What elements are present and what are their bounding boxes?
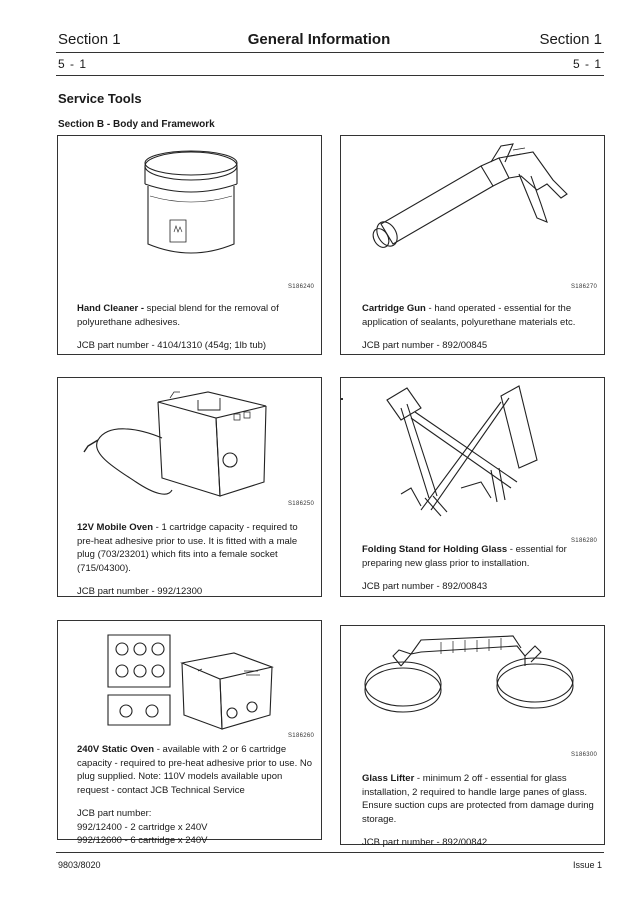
section-label-right: Section 1	[539, 31, 602, 48]
tool-card-cartridge-gun	[340, 135, 605, 355]
figure-ref: S186270	[571, 284, 598, 290]
tool-card-folding-stand	[340, 377, 605, 597]
document-number: 9803/8020	[58, 860, 101, 870]
page-number-left: 5 - 1	[58, 57, 88, 71]
tool-description	[77, 302, 307, 353]
section-label-left: Section 1	[58, 31, 121, 48]
tool-description	[362, 302, 594, 353]
part-number: JCB part number - 4104/1310 (454g; 1lb tub)	[77, 340, 267, 351]
margin-mark	[341, 398, 343, 400]
figure-ref: S186240	[288, 284, 315, 290]
issue-number: Issue 1	[572, 860, 602, 870]
tool-name: 240V Static Oven	[77, 744, 155, 755]
tool-card-glass-lifter	[340, 625, 605, 848]
tool-card-12v-mobile-oven	[57, 377, 322, 597]
section-subtitle: Section B - Body and Framework	[58, 119, 215, 130]
tool-text: - minimum 2 off - essential for glass installation, 2 required to handle large panes of glass. Ensure suction cups are protected from damage during storage.	[362, 773, 594, 825]
tool-name: Glass Lifter	[362, 773, 415, 784]
tool-text: - available with 2 or 6 cartridge capacity - required to pre-heat adhesive prior to use. No plug supplied. Note: 110V models available upon request - contact JCB Technical Service	[77, 744, 312, 796]
tool-name: 12V Mobile Oven	[77, 522, 154, 533]
part-number: JCB part number - 992/12300	[77, 586, 203, 597]
tool-description	[77, 521, 313, 599]
page-heading: General Information	[247, 31, 391, 48]
part-number: JCB part number - 892/00842	[362, 837, 488, 848]
figure-ref: S186260	[288, 733, 315, 739]
footer-rule	[56, 852, 604, 853]
part-number: JCB part number - 892/00843	[362, 581, 488, 592]
tool-name: Folding Stand for Holding Glass	[362, 544, 508, 555]
part-number-option: 992/12400 - 2 cartridge x 240V	[77, 821, 208, 833]
figure-ref: S186300	[571, 752, 598, 758]
part-number-option: 992/12600 - 6 cartridge x 240V	[77, 835, 208, 846]
figure-ref: S186280	[571, 538, 598, 544]
tool-text: - hand operated - essential for the application of sealants, polyurethane materials etc.	[362, 303, 576, 328]
page-number-rule	[56, 75, 604, 76]
tool-text: special blend for the removal of polyurethane adhesives.	[77, 303, 279, 328]
tool-description	[362, 772, 596, 850]
tool-name: Hand Cleaner -	[77, 303, 145, 314]
figure-ref: S186250	[288, 501, 315, 507]
page-title: Service Tools	[58, 91, 142, 106]
tool-card-240v-static-oven	[57, 620, 322, 846]
tool-card-hand-cleaner	[57, 135, 322, 355]
part-number: JCB part number - 892/00845	[362, 340, 488, 351]
header-rule	[56, 52, 604, 53]
tool-description	[362, 543, 594, 594]
tool-name: Cartridge Gun	[362, 303, 426, 314]
tool-text: - 1 cartridge capacity - required to pre-heat adhesive prior to use. It is fitted with a male plug (703/23201) which fits into a female socket (715/04300).	[77, 522, 298, 574]
page-number-right: 5 - 1	[572, 57, 602, 71]
tool-text: - essential for preparing new glass prior to installation.	[362, 544, 567, 569]
part-number: JCB part number:	[77, 808, 152, 819]
tool-description	[77, 743, 313, 848]
